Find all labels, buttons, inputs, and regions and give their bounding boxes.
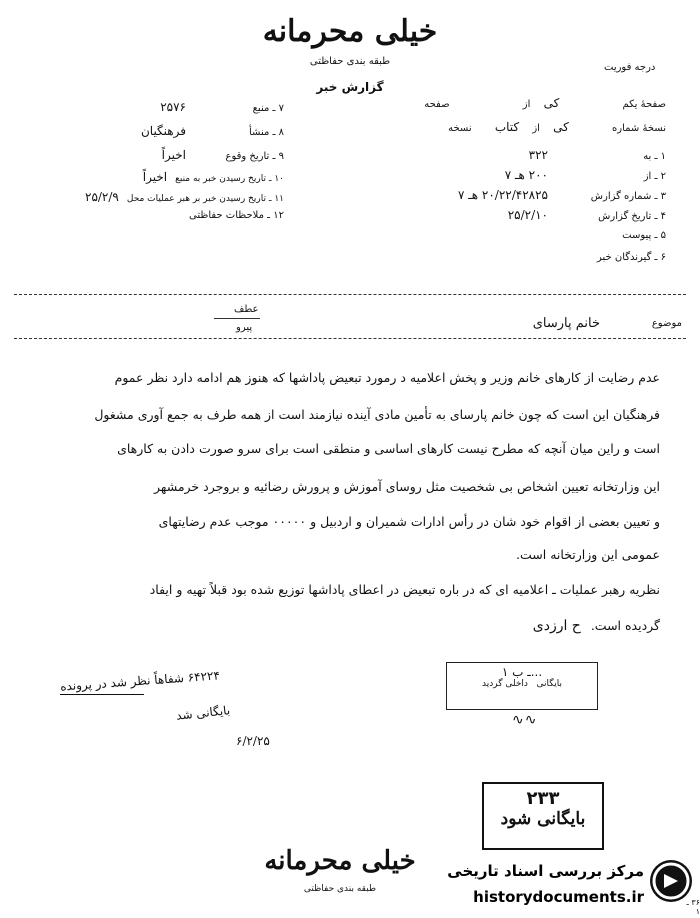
archive-logo-icon xyxy=(650,860,692,902)
archive-stamp: ...ـ ب ۱ بایگانی داخلی گردید xyxy=(446,662,598,710)
handwritten-date: ۶/۲/۲۵ xyxy=(236,734,270,748)
footer-classification-subtitle: طبقه بندی حفاظتی xyxy=(303,884,377,894)
note-line-2: گردیده است. ح ارزدی xyxy=(532,618,660,634)
field-page: صفحهٔ یکم کی از صفحه xyxy=(424,96,666,110)
field-origin: ۸ ـ منشأفرهنگیان xyxy=(140,124,284,138)
reference-peyro: پیرو xyxy=(236,322,253,333)
stamp-scribble: ∿∿ xyxy=(512,712,538,728)
handwritten-annotation: ۶۴۲۲۴ شفاهاً نظر شد در پرونده xyxy=(59,668,221,694)
field-to: ۱ ـ به۳۲۲ xyxy=(528,148,666,162)
body-line-3: است و راین میان آنچه که مطرح نیست کارهای اساسی و منطقی است برای سرو صورت دادن به کارهای xyxy=(117,441,660,456)
field-event-date: ۹ ـ تاریخ وقوعاخیراً xyxy=(161,148,284,162)
body-line-6: عمومی این وزارتخانه است. xyxy=(516,547,660,562)
classification-stamp: خیلی محرمانه xyxy=(262,14,438,49)
body-line-5: و تعیین بعضی از اقوام خود شان در رأس ادارات شمیران و اردبیل و ۰۰۰۰۰ موجب عدم رضایتهای xyxy=(158,514,660,529)
reference-divider xyxy=(214,318,260,319)
field-date-received-handler: ۱۱ ـ تاریخ رسیدن خبر بر هبر عملیات محل۲۵/۲/۹ xyxy=(85,190,284,204)
field-source: ۷ ـ منبع۲۵۷۶ xyxy=(160,100,284,114)
reference-atf: عطف xyxy=(234,304,259,315)
urgency-label: درجه فوریت xyxy=(604,62,656,73)
field-date-received-source: ۱۰ ـ تاریخ رسیدن خبر به منبعاخیراً xyxy=(142,170,284,184)
field-attachment: ۵ ـ پیوست xyxy=(622,230,666,241)
subject-value: خانم پارسای xyxy=(532,316,600,331)
report-title: گزارش خبر xyxy=(316,80,384,94)
body-line-2: فرهنگیان این است که چون خانم پارسای به تأمین مادی آینده نیازمند است از همه طرف به جمع آوری مشغول xyxy=(94,407,660,422)
body-line-4: این وزارتخانه تعیین اشخاص بی شخصیت مثل روسای آموزش و پرورش رضائیه و بروجرد خرمشهر xyxy=(154,479,660,494)
handwritten-signature: ح ارزدی xyxy=(532,618,581,634)
field-report-number: ۳ ـ شماره گزارش۲۰/۲۲/۴۲۸۲۵ هـ ۷ xyxy=(457,188,666,202)
field-security-notes: ۱۲ ـ ملاحظات حفاظتی xyxy=(189,210,284,221)
note-line-1: نظریه رهبر عملیات ـ اعلامیه ای که در باره تبعیض در اعطای پاداشها توزیع شده بود قبلاً تهیه و ایفاد xyxy=(149,582,660,597)
watermark-url: historydocuments.ir xyxy=(473,888,644,906)
field-from: ۲ ـ از۲۰۰ هـ ۷ xyxy=(504,168,666,182)
archive-box: ۲۳۳ بایگانی شود xyxy=(482,782,604,850)
watermark-logo-area xyxy=(412,856,700,918)
body-line-1: عدم رضایت از کارهای خانم وزیر و پخش اعلامیه د رمورد تبعیض پاداشها که هنوز هم ادامه دارد نظر عموم xyxy=(114,370,660,385)
annotation-underline xyxy=(60,694,144,695)
footer-classification-stamp: خیلی محرمانه xyxy=(264,846,416,876)
field-copy-number: نسخهٔ شماره کی از کتاب نسخه xyxy=(448,120,666,134)
footer-page-code: ۳۶ ـ ۱ xyxy=(686,898,700,916)
subject-label: موضوع xyxy=(651,318,682,329)
field-recipients: ۶ ـ گیرندگان خبر xyxy=(596,252,666,263)
handwritten-archived: بایگانی شد xyxy=(175,703,231,723)
field-report-date: ۴ ـ تاریخ گزارش۲۵/۲/۱۰ xyxy=(507,208,666,222)
watermark-title: مرکز بررسی اسناد تاریخی xyxy=(447,862,644,880)
divider-subject xyxy=(14,338,686,339)
divider-top xyxy=(14,294,686,295)
classification-subtitle: طبقه بندی حفاظتی xyxy=(309,56,391,67)
